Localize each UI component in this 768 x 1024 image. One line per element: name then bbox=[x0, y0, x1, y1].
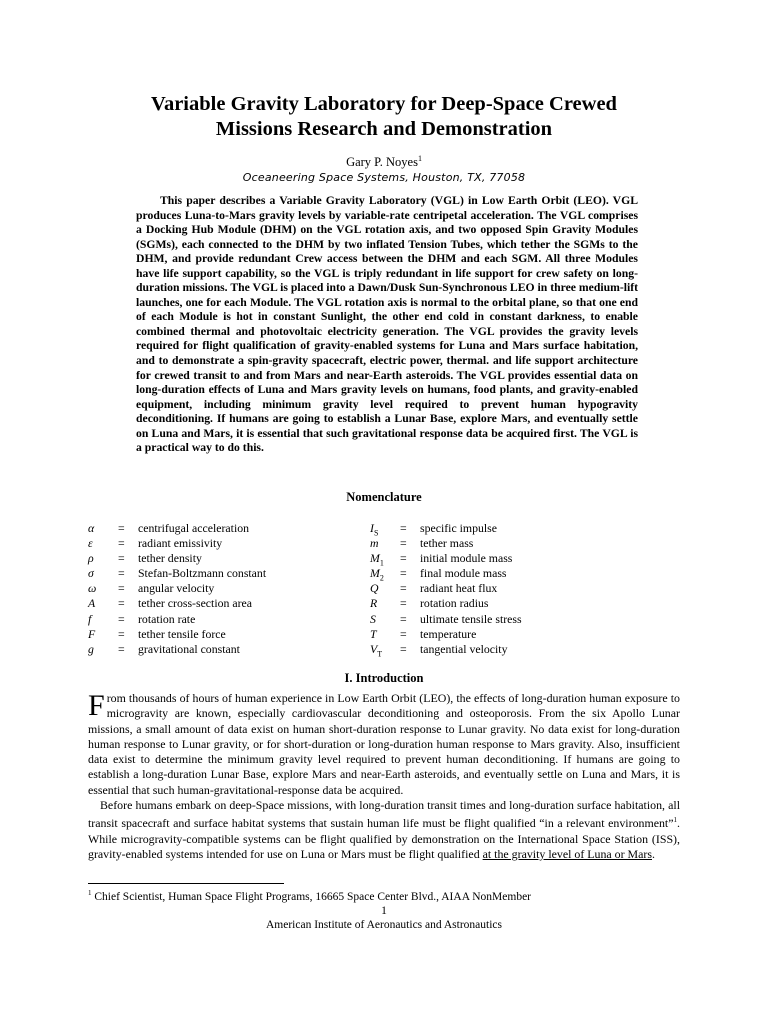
nomenclature-definition: Stefan-Boltzmann constant bbox=[138, 566, 267, 581]
symbol-letter: M bbox=[370, 566, 380, 581]
nomenclature-definition: radiant heat flux bbox=[420, 581, 498, 596]
nomenclature-definition: ultimate tensile stress bbox=[420, 611, 522, 626]
nomenclature-row bbox=[88, 612, 266, 627]
symbol-letter: ρ bbox=[88, 551, 94, 566]
equals-sign: = bbox=[400, 521, 407, 535]
nomenclature-definition: tether cross-section area bbox=[138, 596, 252, 611]
nomenclature-row bbox=[88, 642, 266, 657]
equals-sign: = bbox=[400, 551, 407, 566]
nomenclature-definition: tether density bbox=[138, 551, 202, 566]
nomenclature-definition: initial module mass bbox=[420, 551, 513, 566]
nomenclature-row bbox=[88, 566, 266, 581]
equals-sign: = bbox=[118, 581, 125, 596]
abstract-text: This paper describes a Variable Gravity Laboratory (VGL) in Low Earth Orbit (LEO). VGL produces Luna-to-Mars gravity levels by variable-rate centripetal acceleration. The VGL comprises a Docking Hub Module (DHM) on the VGL rotation axis, and two opposed Spin Gravity Modules (SGMs), each connected to the DHM by two inflated Tension Tubes, which tether the SGMs to the DHM, and provide redundant Crew access between the DHM and each SGM. All three Modules have life support capability, so the VGL is triply redundant in life support for crew safety on long-duration missions. The VGL is placed into a Dawn/Dusk Sun-Synchronous LEO in three medium-lift launches, one for each Module. The VGL rotation axis is normal to the orbital plane, so that one end of each Module is hot in constant Sunlight, the other end cold in constant darkness, to enable combined thermal and photovoltaic electricity generation. The VGL provides the gravity levels required for flight qualification of gravity-enabled systems for Luna and Mars surface habitation, and to demonstrate a spin-gravity spacecraft, electric power, thermal. and life support architecture for crewed transit to and from Mars and near-Earth asteroids. The VGL provides essential data on long-duration effects of Luna and Mars gravity levels on humans, food plants, and gravity-enabled equipment, including minimum gravity level required to prevent human hypogravity deconditioning. If humans are going to establish a Lunar Base, explore Mars, and eventually settle on Luna and Mars, it is essential that such gravitational response data be acquired first. The VGL is a practical way to do this. bbox=[136, 194, 638, 455]
equals-sign: = bbox=[400, 641, 407, 656]
nomenclature-definition: centrifugal acceleration bbox=[138, 521, 250, 535]
nomenclature-row bbox=[88, 521, 266, 536]
intro-underlined-phrase: at the gravity level of Luna or Mars bbox=[482, 846, 652, 861]
nomenclature-row bbox=[370, 612, 522, 627]
nomenclature-symbol bbox=[370, 642, 400, 661]
symbol-letter: V bbox=[370, 641, 378, 656]
nomenclature-definition: tether tensile force bbox=[138, 626, 226, 641]
nomenclature-heading: Nomenclature bbox=[346, 490, 422, 504]
symbol-subscript: T bbox=[377, 649, 383, 659]
page-number: 1 bbox=[381, 905, 387, 917]
intro-paragraph-2-text-a: Before humans embark on deep-Space missions, with long-duration transit times and long-duration surface habitation, all transit spacecraft and surface habitat systems that sustain human life must be flight qualified “in a relevant environment” bbox=[88, 798, 680, 831]
title-line-1: Variable Gravity Laboratory for Deep-Space Crewed bbox=[151, 93, 617, 115]
nomenclature-definition: rotation radius bbox=[420, 596, 489, 611]
title-line-2: Missions Research and Demonstration bbox=[215, 118, 553, 140]
equals-sign: = bbox=[400, 536, 407, 551]
nomenclature-symbol bbox=[88, 627, 118, 642]
intro-paragraph-1-text: rom thousands of hours of human experience in Low Earth Orbit (LEO), the effects of long-duration human exposure to microgravity are known, especially cardiovascular deconditioning and osteoporosis. From the six Apollo Lunar missions, a small amount of data exist on human short-duration response to Lunar gravity. No data exist for long-duration human response to Lunar gravity, or for short-duration or long-duration human response to Mars gravity. Also, insufficient data exist to determine the minimum gravity level required to prevent human deconditioning. If humans are going to establish a long-duration Lunar Base, explore Mars and near-Earth asteroids, and eventually settle on Luna and Mars, it is essential that such human-gravitational-response data be acquired. bbox=[88, 691, 680, 797]
equals-sign: = bbox=[400, 626, 407, 641]
author bbox=[88, 154, 680, 170]
abstract bbox=[136, 194, 638, 456]
symbol-subscript: 2 bbox=[379, 573, 384, 583]
symbol-letter: m bbox=[370, 536, 379, 551]
symbol-subscript: 1 bbox=[379, 558, 384, 568]
nomenclature-row bbox=[370, 581, 522, 596]
intro-footnote-ref: 1 bbox=[673, 816, 678, 825]
symbol-letter: F bbox=[88, 626, 96, 641]
section-heading: I. Introduction bbox=[344, 671, 424, 685]
nomenclature-row bbox=[88, 596, 266, 611]
nomenclature-row bbox=[370, 642, 522, 657]
nomenclature-symbol bbox=[88, 596, 118, 611]
nomenclature-row bbox=[370, 566, 522, 581]
symbol-letter: g bbox=[88, 641, 94, 656]
equals-sign: = bbox=[118, 626, 125, 641]
nomenclature-definition: gravitational constant bbox=[138, 641, 240, 656]
nomenclature-row bbox=[88, 627, 266, 642]
nomenclature-left-column bbox=[88, 521, 266, 657]
author-name: Gary P. Noyes bbox=[346, 155, 418, 169]
nomenclature-row bbox=[370, 551, 522, 566]
equals-sign: = bbox=[400, 581, 407, 596]
nomenclature-definition: tangential velocity bbox=[420, 641, 508, 656]
organization-footer: American Institute of Aeronautics and Astronautics bbox=[265, 919, 502, 931]
nomenclature-row bbox=[88, 581, 266, 596]
symbol-letter: S bbox=[370, 611, 376, 626]
nomenclature-symbol bbox=[88, 581, 118, 596]
intro-paragraph-1 bbox=[88, 691, 680, 798]
nomenclature-symbol bbox=[88, 566, 118, 581]
footnote bbox=[88, 889, 531, 903]
nomenclature-row bbox=[370, 627, 522, 642]
equals-sign: = bbox=[118, 521, 125, 535]
symbol-letter: ω bbox=[88, 581, 97, 596]
nomenclature-row bbox=[370, 536, 522, 551]
symbol-letter: I bbox=[370, 521, 374, 535]
nomenclature-definition: tether mass bbox=[420, 536, 474, 551]
equals-sign: = bbox=[118, 611, 125, 626]
equals-sign: = bbox=[400, 566, 407, 581]
equals-sign: = bbox=[118, 641, 125, 656]
equals-sign: = bbox=[118, 566, 125, 581]
nomenclature-symbol bbox=[88, 521, 118, 536]
nomenclature-definition: radiant emissivity bbox=[138, 536, 223, 551]
nomenclature-definition: rotation rate bbox=[138, 611, 196, 626]
footnote-rule bbox=[88, 883, 284, 884]
nomenclature-symbol bbox=[88, 551, 118, 566]
nomenclature-definition: temperature bbox=[420, 626, 477, 641]
symbol-letter: R bbox=[370, 596, 378, 611]
symbol-subscript: S bbox=[373, 528, 379, 538]
paper-title bbox=[88, 92, 680, 142]
equals-sign: = bbox=[400, 611, 407, 626]
intro-paragraph-2 bbox=[88, 798, 680, 862]
nomenclature-right-column bbox=[370, 521, 522, 657]
nomenclature-row bbox=[88, 551, 266, 566]
symbol-letter: f bbox=[88, 611, 92, 626]
nomenclature-definition: final module mass bbox=[420, 566, 507, 581]
equals-sign: = bbox=[118, 551, 125, 566]
symbol-letter: Q bbox=[370, 581, 379, 596]
intro-paragraph-2-end: . bbox=[652, 846, 655, 861]
symbol-letter: ε bbox=[88, 536, 93, 551]
nomenclature-symbol bbox=[88, 642, 118, 657]
equals-sign: = bbox=[118, 596, 125, 611]
author-footnote-mark: 1 bbox=[417, 154, 422, 163]
nomenclature-definition: specific impulse bbox=[420, 521, 497, 535]
footnote-text: Chief Scientist, Human Space Flight Programs, 16665 Space Center Blvd., AIAA NonMember bbox=[91, 891, 531, 903]
intro-paragraph-2-text-b: . While microgravity-compatible systems can be flight qualified by demonstration on the International Space Station (ISS), gravity-enabled systems intended for use on Luna or Mars must be flight qualified bbox=[88, 816, 680, 861]
equals-sign: = bbox=[118, 536, 125, 551]
symbol-letter: α bbox=[88, 521, 95, 535]
introduction-body bbox=[88, 691, 680, 862]
drop-cap: F bbox=[88, 689, 105, 722]
symbol-letter: A bbox=[88, 596, 96, 611]
nomenclature-row bbox=[370, 596, 522, 611]
symbol-letter: T bbox=[370, 626, 377, 641]
equals-sign: = bbox=[400, 596, 407, 611]
nomenclature-row bbox=[88, 536, 266, 551]
footnote-mark: 1 bbox=[88, 889, 92, 897]
nomenclature-symbol bbox=[88, 536, 118, 551]
symbol-letter: M bbox=[370, 551, 380, 566]
symbol-letter: σ bbox=[88, 566, 94, 581]
affiliation: Oceaneering Space Systems, Houston, TX, 77058 bbox=[242, 171, 526, 184]
nomenclature-definition: angular velocity bbox=[138, 581, 215, 596]
nomenclature-row bbox=[370, 521, 522, 536]
nomenclature-symbol bbox=[88, 612, 118, 627]
